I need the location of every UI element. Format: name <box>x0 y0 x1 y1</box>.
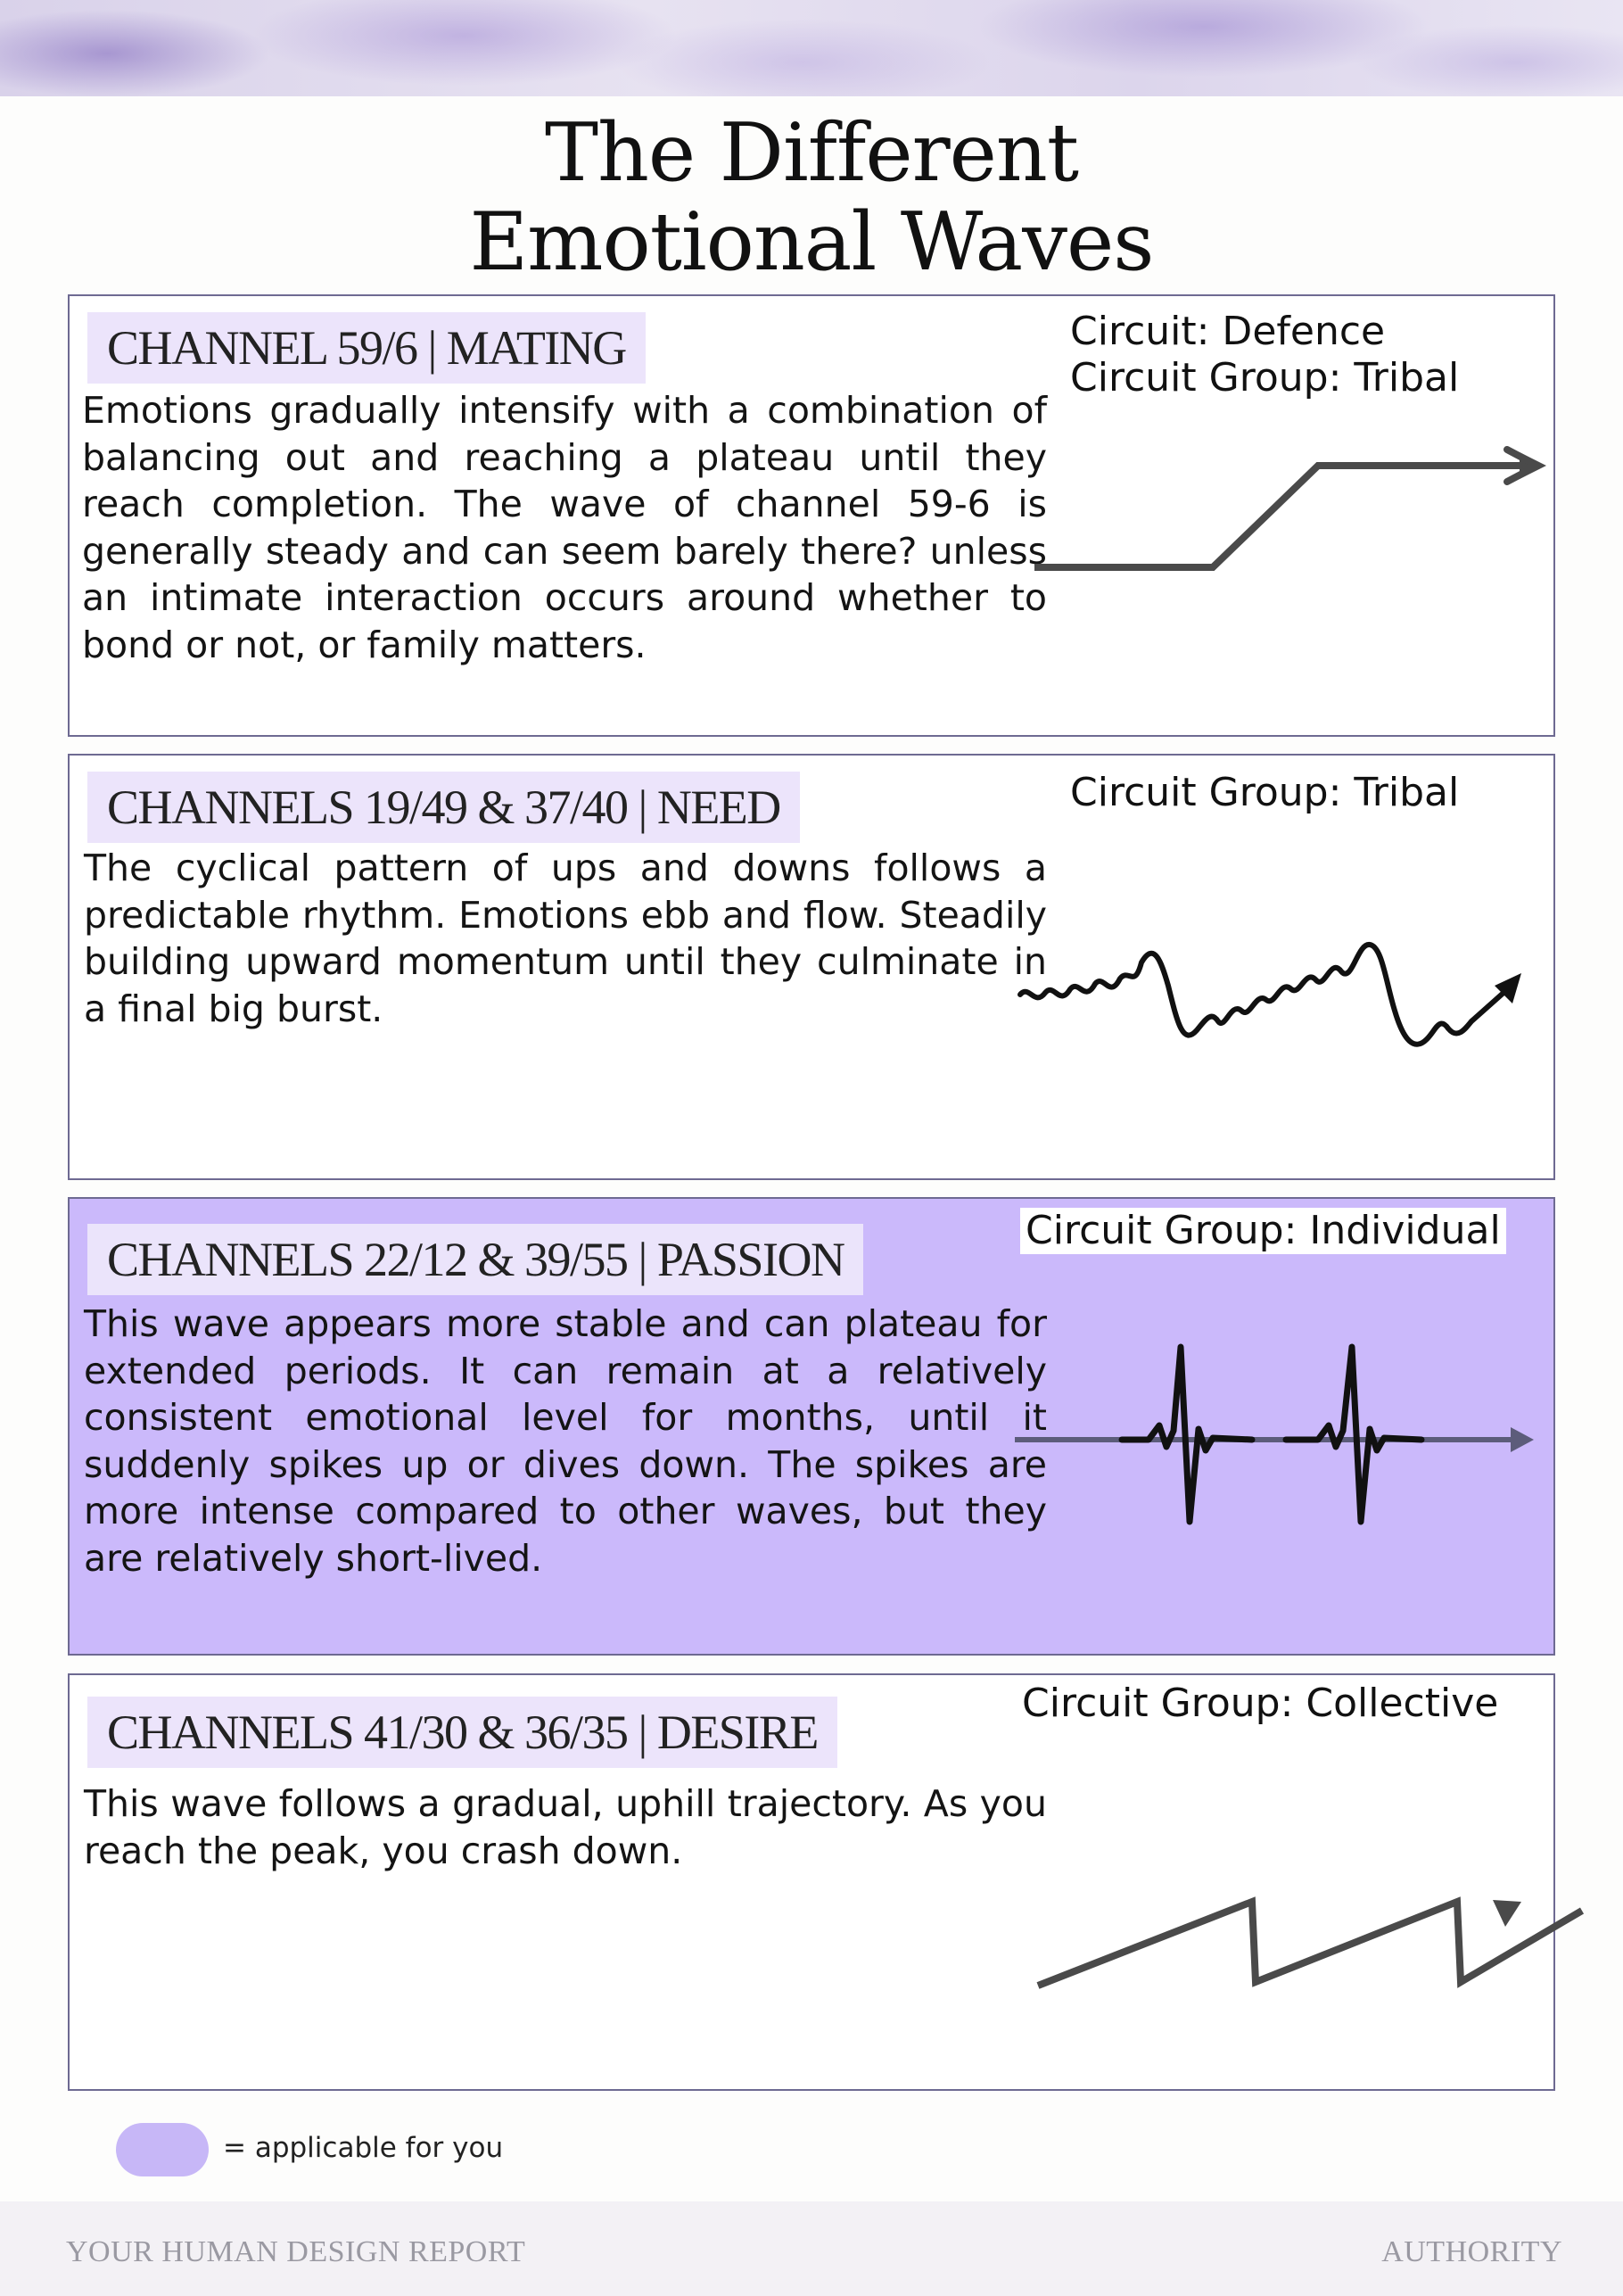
wave-card-desire <box>68 1673 1555 2091</box>
wave-description: This wave appears more stable and can plateau for extended periods. It can remain at a relatively consistent emotional level for months, until it suddenly spikes up or dives down. The spikes are more intense compared to other waves, but they are relatively short-lived. <box>84 1302 1047 1580</box>
wave-description: The cyclical pattern of ups and downs follows a predictable rhythm. Emotions ebb and flow. Steadily building upward momentum until they culminate in a final big burst. <box>84 847 1047 1030</box>
squiggle-wave-arrow-icon <box>1008 896 1578 1102</box>
wave-card-mating <box>68 294 1555 737</box>
page-title-line-1: The Different <box>544 106 1079 200</box>
channel-tag: CHANNELS 41/30 & 36/35 | DESIRE <box>87 1697 837 1768</box>
applicable-legend-text: = applicable for you <box>223 2132 504 2164</box>
page-title-line-2: Emotional Waves <box>469 195 1154 289</box>
channel-tag: CHANNELS 22/12 & 39/55 | PASSION <box>87 1224 863 1295</box>
page-footer <box>0 2201 1623 2296</box>
footer-section-name: AUTHORITY <box>1381 2235 1562 2268</box>
wave-card-need <box>68 754 1555 1180</box>
circuit-group-label: Circuit Group: Individual <box>1020 1208 1506 1254</box>
decorative-header-band <box>0 0 1623 96</box>
sawtooth-wave-arrow-icon <box>1033 1879 1532 2012</box>
channel-tag: CHANNEL 59/6 | MATING <box>87 312 646 384</box>
channel-tag: CHANNELS 19/49 & 37/40 | NEED <box>87 772 800 843</box>
circuit-group-label: Circuit Group: Tribal <box>1070 770 1460 815</box>
step-plateau-arrow-icon <box>1033 430 1532 591</box>
wave-description: Emotions gradually intensify with a combination of balancing out and reaching a plateau until they reach completion. The wave of channel 59-6 is generally steady and can seem barely there? unless an intimate interaction occurs around whether to bond or not, or family matters. <box>82 389 1047 666</box>
heartbeat-spike-arrow-icon <box>1015 1333 1550 1547</box>
circuit-label: Circuit: Defence <box>1070 309 1386 354</box>
wave-description: This wave follows a gradual, uphill trajectory. As you reach the peak, you crash down. <box>84 1782 1047 1872</box>
circuit-group-label: Circuit Group: Tribal <box>1070 355 1460 401</box>
footer-report-name: YOUR HUMAN DESIGN REPORT <box>66 2235 526 2268</box>
wave-card-passion <box>68 1197 1555 1656</box>
circuit-group-label: Circuit Group: Collective <box>1022 1681 1499 1726</box>
applicable-legend-swatch <box>116 2123 209 2176</box>
